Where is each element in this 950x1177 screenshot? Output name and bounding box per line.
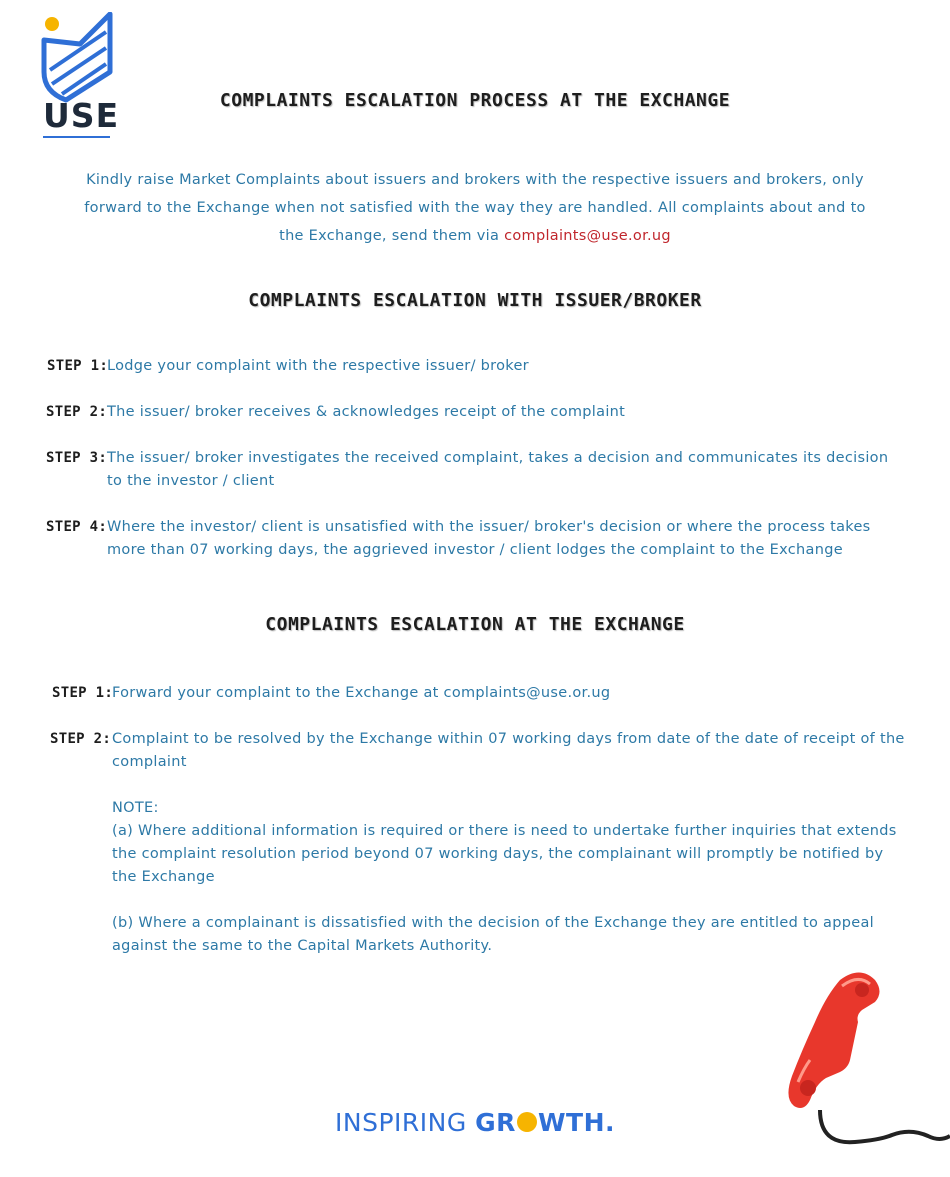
tagline [0, 1108, 950, 1137]
logo-wordmark: USE [43, 96, 120, 135]
step-label: STEP 2: [46, 404, 108, 420]
step-label: STEP 1: [47, 358, 109, 374]
intro-paragraph [70, 166, 880, 250]
page-title: COMPLAINTS ESCALATION PROCESS AT THE EXCHANGE [219, 90, 731, 111]
note-item-b: (b) Where a complainant is dissatisfied with the decision of the Exchange they are entitled to appeal against the same to the Capital Markets Authority. [112, 915, 874, 954]
step-text: The issuer/ broker receives & acknowledges receipt of the complaint [107, 404, 626, 420]
yellow-dot-icon [517, 1112, 537, 1132]
section-heading-issuer: COMPLAINTS ESCALATION WITH ISSUER/BROKER [248, 290, 702, 311]
step-label: STEP 4: [46, 519, 108, 535]
step-label: STEP 1: [52, 685, 114, 701]
step-label: STEP 3: [46, 450, 108, 466]
section-heading-exchange: COMPLAINTS ESCALATION AT THE EXCHANGE [265, 614, 685, 635]
tagline-part-2a: GR [475, 1108, 516, 1137]
step-text: The issuer/ broker investigates the received complaint, takes a decision and communicates its decision to the investor / client [107, 450, 889, 489]
step-text: Complaint to be resolved by the Exchange within 07 working days from date of the date of receipt of the complaint [112, 731, 905, 770]
complaints-email-link[interactable]: complaints@use.or.ug [504, 228, 671, 244]
note-item-a: (a) Where additional information is required or there is need to undertake further inquiries that extends the complaint resolution period beyond 07 working days, the complainant will promptly be notified by the Exchange [112, 823, 897, 885]
step-label: STEP 2: [50, 731, 112, 747]
step-text: Where the investor/ client is unsatisfied with the issuer/ broker's decision or where the process takes more than 07 working days, the aggrieved investor / client lodges the complaint to the Exchange [107, 519, 871, 558]
note-title: NOTE: [112, 800, 159, 816]
intro-text: Kindly raise Market Complaints about issuers and brokers with the respective issuers and brokers, only forward to the Exchange when not satisfied with the way they are handled. All complaints about and to the Exchange, send them via [84, 172, 866, 244]
logo-underline [43, 136, 110, 138]
step-text: Lodge your complaint with the respective issuer/ broker [107, 358, 529, 374]
step-text: Forward your complaint to the Exchange at complaints@use.or.ug [112, 685, 611, 701]
tagline-part-2b: WTH. [537, 1108, 615, 1137]
tagline-part-1: INSPIRING [335, 1108, 476, 1137]
